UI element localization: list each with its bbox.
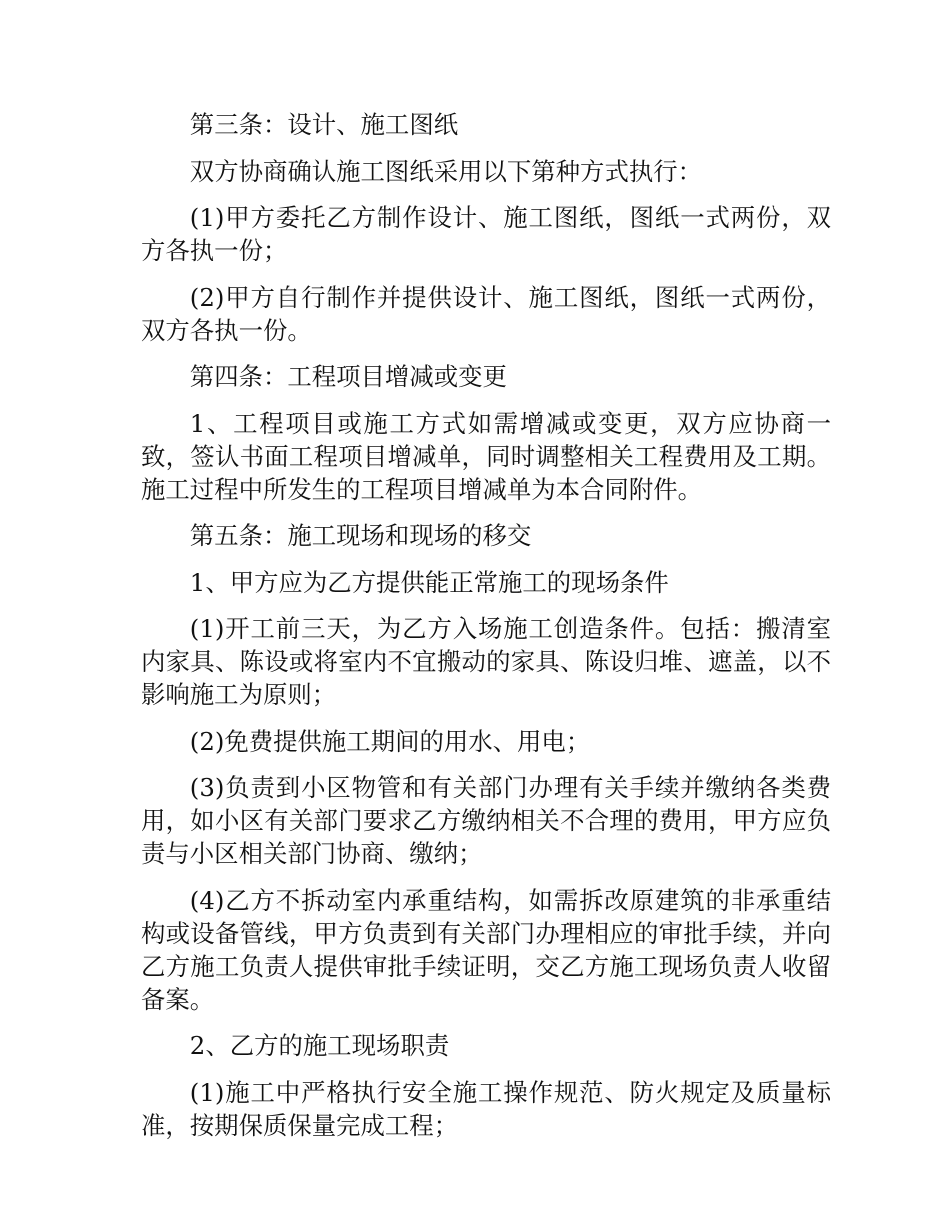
paragraph: (1)开工前三天，为乙方入场施工创造条件。包括：搬清室内家具、陈设或将室内不宜搬动的家具、陈设归堆、遮盖，以不影响施工为原则； — [141, 614, 831, 709]
paragraph: (2)甲方自行制作并提供设计、施工图纸，图纸一式两份，双方各执一份。 — [141, 282, 831, 345]
heading-article-3: 第三条：设计、施工图纸 — [189, 110, 459, 139]
document-body — [141, 108, 831, 1155]
paragraph: (4)乙方不拆动室内承重结构，如需拆改原建筑的非承重结构或设备管线，甲方负责到有关部门办理相应的审批手续，并向乙方施工负责人提供审批手续证明，交乙方施工现场负责人收留备案。 — [141, 885, 831, 1014]
paragraph: 1、甲方应为乙方提供能正常施工的现场条件 — [189, 567, 669, 597]
paragraph: (1)施工中严格执行安全施工操作规范、防火规定及质量标准，按期保质保量完成工程； — [141, 1077, 831, 1140]
paragraph: (2)免费提供施工期间的用水、用电； — [189, 726, 591, 756]
heading-article-5: 第五条：施工现场和现场的移交 — [189, 521, 532, 550]
paragraph: (1)甲方委托乙方制作设计、施工图纸，图纸一式两份，双方各执一份； — [141, 203, 831, 265]
heading-article-4: 第四条：工程项目增减或变更 — [189, 362, 507, 391]
paragraph: 2、乙方的施工现场职责 — [189, 1031, 450, 1060]
paragraph: 1、工程项目或施工方式如需增减或变更，双方应协商一致，签认书面工程项目增减单，同时调整相关工程费用及工期。施工过程中所发生的工程项目增减单为本合同附件。 — [141, 408, 831, 504]
paragraph: 双方协商确认施工图纸采用以下第种方式执行： — [189, 156, 703, 186]
paragraph: (3)负责到小区物管和有关部门办理有关手续并缴纳各类费用，如小区有关部门要求乙方缴纳相关不合理的费用，甲方应负责与小区相关部门协商、缴纳； — [141, 773, 831, 868]
